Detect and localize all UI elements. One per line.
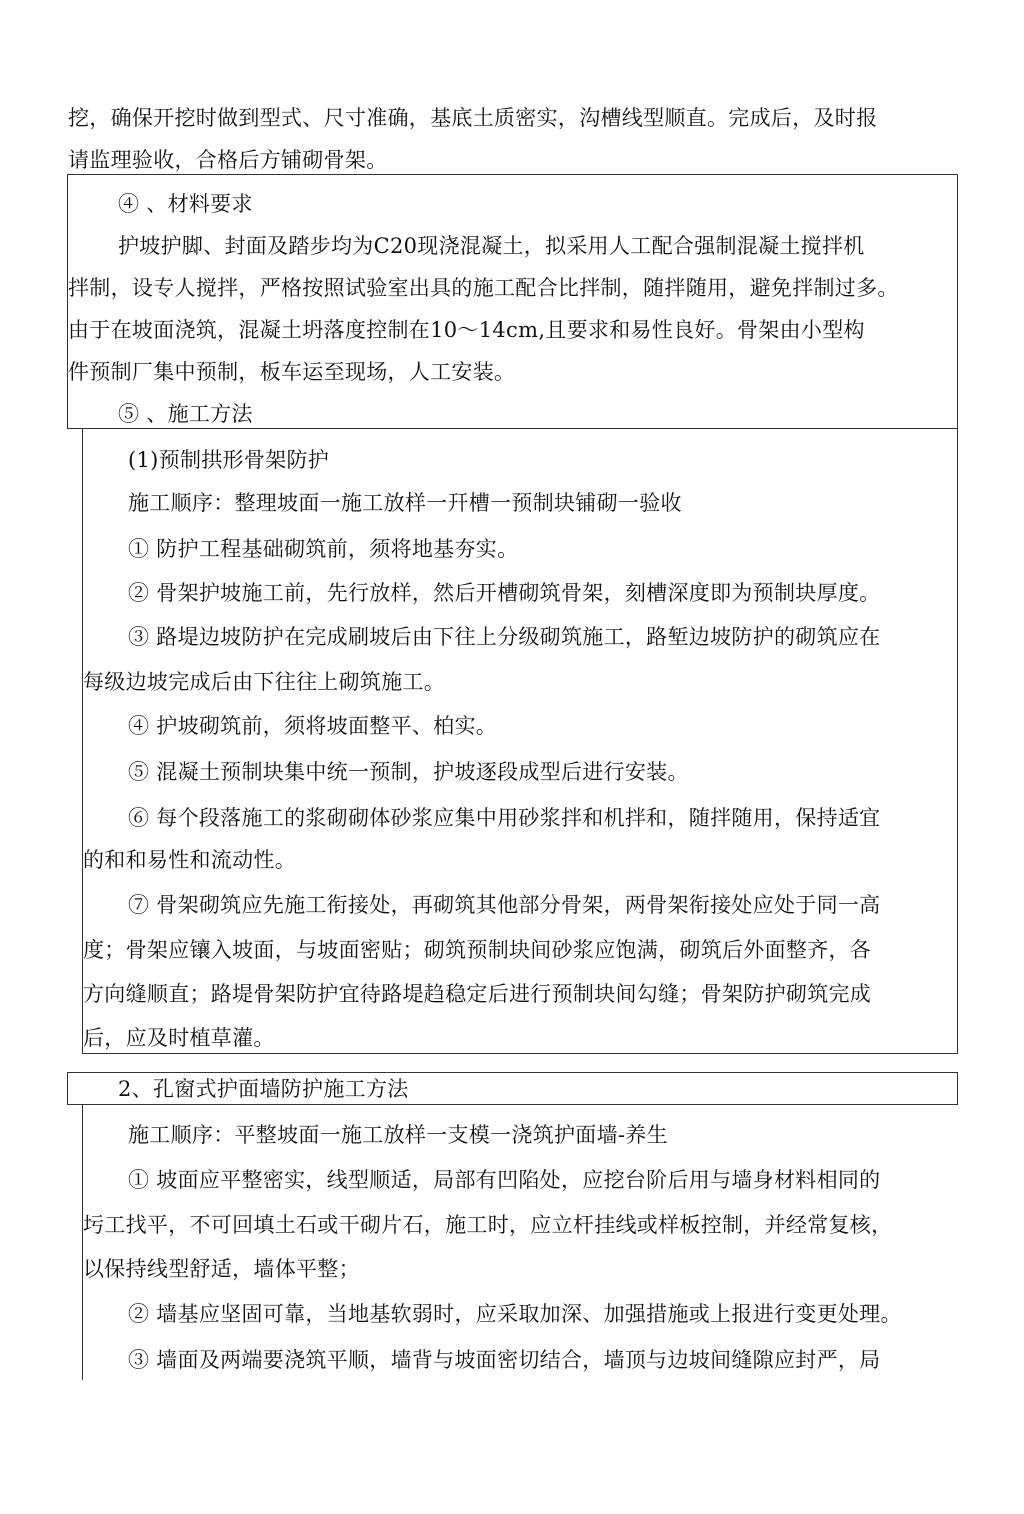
material-line: 件预制厂集中预制，板车运至现场，人工安装。	[68, 360, 516, 384]
section2-heading: 2、孔窗式护面墙防护施工方法	[118, 1077, 409, 1101]
method-line: ④ 护坡砌筑前，须将坡面整平、柏实。	[128, 714, 498, 738]
method-line: ③ 路堤边坡防护在完成刷坡后由下往上分级砌筑施工，路堑边坡防护的砌筑应在	[128, 625, 881, 649]
section2-line: ② 墙基应坚固可靠，当地基软弱时，应采取加深、加强措施或上报进行变更处理。	[128, 1302, 902, 1326]
section2-line: 圬工找平，不可回填土石或干砌片石，施工时，应立杆挂线或样板控制，并经常复核，	[83, 1213, 893, 1237]
method-line: (1)预制拱形骨架防护	[128, 448, 330, 472]
section2-line: ③ 墙面及两端要浇筑平顺，墙背与坡面密切结合，墙顶与边坡间缝隙应封严，局	[128, 1348, 881, 1372]
box3-right-border	[957, 1072, 958, 1105]
intro-line: 挖，确保开挖时做到型式、尺寸准确，基底土质密实，沟槽线型顺直。完成后，及时报	[68, 106, 878, 130]
method-line: ② 骨架护坡施工前，先行放样，然后开槽砌筑骨架，刻槽深度即为预制块厚度。	[128, 581, 881, 605]
method-heading: ⑤ 、施工方法	[118, 402, 253, 426]
box4-left-border	[82, 1104, 83, 1380]
box1-top-border	[67, 174, 958, 175]
method-line: ⑤ 混凝土预制块集中统一预制，护坡逐段成型后进行安装。	[128, 760, 689, 784]
method-line: 施工顺序：整理坡面一施工放样一幵槽一预制块铺砌一验收	[128, 491, 682, 515]
method-line: 每级边坡完成后由下往往上砌筑施工。	[83, 670, 446, 694]
box2-bottom-border	[82, 1053, 958, 1054]
method-line: ⑦ 骨架砌筑应先施工衔接处，再砌筑其他部分骨架，两骨架衔接处应处于同一高	[128, 893, 881, 917]
method-line: ⑥ 每个段落施工的浆砌砌体砂浆应集中用砂浆拌和机拌和，随拌随用，保持适宜	[128, 806, 881, 830]
box3-left-border	[67, 1072, 68, 1105]
method-line: 度；骨架应镶入坡面，与坡面密贴；砌筑预制块间砂浆应饱满，砌筑后外面整齐，各	[83, 938, 872, 962]
material-line: 拌制，设专人搅拌，严格按照试验室出具的施工配合比拌制，随拌随用，避免拌制过多。	[68, 276, 899, 300]
section2-line: 以保持线型舒适，墙体平整；	[83, 1257, 360, 1281]
box3-top-border	[67, 1072, 958, 1073]
box2-right-border	[957, 428, 958, 1054]
box1-right-border	[957, 174, 958, 429]
section2-line: 施工顺序：平整坡面一施工放样一支模一浇筑护面墙-养生	[128, 1123, 668, 1147]
box3-bottom-border	[67, 1104, 958, 1105]
material-heading: ④ 、材料要求	[118, 192, 253, 216]
method-line: 方向缝顺直；路堤骨架防护宜待路堤趋稳定后进行预制块间勾缝；骨架防护砌筑完成	[83, 982, 872, 1006]
box1-bottom-border	[67, 428, 958, 429]
method-line: ① 防护工程基础砌筑前，须将地基夯实。	[128, 537, 519, 561]
method-line: 的和和易性和流动性。	[83, 848, 296, 872]
section2-line: ① 坡面应平整密实，线型顺适，局部有凹陷处，应挖台阶后用与墙身材料相同的	[128, 1168, 881, 1192]
intro-line: 请监理验收，合格后方铺砌骨架。	[68, 148, 388, 172]
material-line: 护坡护脚、封面及踏步均为C20现浇混凝土，拟采用人工配合强制混凝土搅拌机	[118, 234, 865, 258]
method-line: 后，应及时植草灌。	[83, 1026, 275, 1050]
material-line: 由于在坡面浇筑，混凝土坍落度控制在10～14cm,且要求和易性良好。骨架由小型构	[68, 318, 865, 342]
